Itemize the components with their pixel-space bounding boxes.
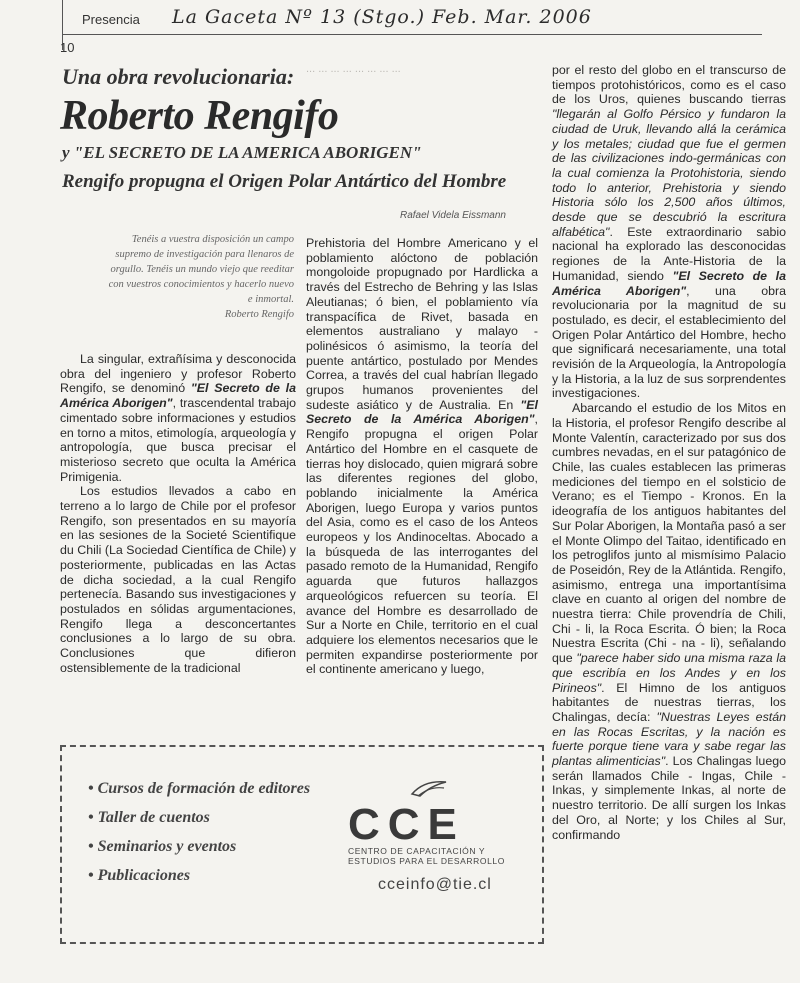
article-column-2	[306, 236, 538, 677]
ad-services-list	[88, 780, 310, 896]
section-name: Presencia	[82, 12, 140, 27]
paragraph: por el resto del globo en el transcurso de tiempos protohistóricos, como es el caso de los Uros, quienes buscando tierras "llegarán al Golfo Pérsico y fundaron la ciudad de Uruk, llevando allá la cerámica y los metales; ciudad que fue el germen de las civilizaciones indo-germánicas con la cual comienza la Protohistoria, siendo todo lo anterior, Prehistoria y siendo Historia sólo los 2,500 años últimos, desde que se descubrió la escritura alfabética". Este extraordinario sabio nacional ha explorado las desconocidas regiones de la Ante-Historia de la Humanidad, siendo "El Secreto de la América Aborigen", una obra revolucionaria por la magnitud de su postulado, es decir, el establecimiento del Origen Polar Antártico del Hombre, hecho que significará necesariamente, una total revisión de la Arqueología, la Antropología y la Historia, a la luz de sus sorprendentes investigaciones.	[552, 63, 786, 401]
ad-service-item: • Cursos de formación de editores	[88, 780, 311, 797]
paragraph: Los estudios llevados a cabo en terreno a lo largo de Chile por el profesor Rengifo, son presentados en su mayoría en las sesiones de la Societé Scientifique du Chili (La Sociedad Científica de Chile) y posteriormente, publicadas en las Actas de dicha sociedad, a la cual Rengifo pertenecía. Basando sus investigaciones y postulados en sólidas argumentaciones, Rengifo llega a desconcertantes conclusiones a lo largo de su obra. Conclusiones que difieron ostensiblemente de la tradicional	[60, 484, 296, 675]
epigraph	[104, 232, 294, 322]
paragraph: Prehistoria del Hombre Americano y el poblamiento alóctono de población mongoloide propugnado por Hardlicka a través del Estrecho de Behring y las Islas Aleutianas; ó bien, el poblamiento vía transpacífica de Rivet, basada en elementos australiano y malayo - polinésicos ó asimismo, la teoría del puente antártico, postulado por Mendes Correa, a través del cual habrían llegado grupos humanos provenientes del sudeste asiático y de Australia. En "El Secreto de la América Aborigen", Rengifo propugna el origen Polar Antártico del Hombre en el casquete de tierras hoy dislocado, quien migrará sobre las diferentes regiones del globo, poblando inicialmente la América Aborigen, luego Europa y varios puntos del Asia, como es el caso de los Anteos europeos y los Andinoceltas. Abocado a la búsqueda de las interrogantes del pasado remoto de la Humanidad, Rengifo aguarda que futuros hallazgos arqueológicos refuercen su teoría. El avance del Hombre es desarrollado de Sur a Norte en Chile, territorio en el cual adquiere los elementos necesarios que le permiten expandirse posteriormente por el continente americano y luego,	[306, 236, 538, 677]
cce-logo-swoosh-icon	[410, 776, 450, 800]
article-column-3	[552, 63, 786, 842]
article-subtitle: y "EL SECRETO DE LA AMERICA ABORIGEN"	[62, 143, 422, 162]
ad-service-item: • Publicaciones	[88, 867, 191, 884]
header-rule	[62, 34, 762, 35]
cce-logo: CCE	[348, 800, 465, 849]
epigraph-signature: Roberto Rengifo	[224, 309, 294, 320]
bullet-icon: •	[88, 838, 94, 855]
article-column-1	[60, 352, 296, 675]
paragraph: La singular, extrañísima y desconocida obra del ingeniero y profesor Roberto Rengifo, se denominó "El Secreto de la América Aborigen", trascendental trabajo cimentado sobre informaciones y estudios en torno a mitos, etimología, arqueología y antropología, que busca precisar el misterioso secreto que oculta la América Primigenia.	[60, 352, 297, 484]
bullet-icon: •	[88, 780, 94, 797]
page-number: 10	[60, 40, 75, 55]
paragraph: Abarcando el estudio de los Mitos en la Historia, el profesor Rengifo describe al Monte Valentín, caracterizado por sus dos cumbres nevadas, en el sur patagónico de Chile, las cuales establecen las primeras mediciones del tiempo en el solsticio de Verano; es el Tiempo - Kronos. En la ideografía de los antiguos habitantes del Sur Polar Aborigen, la Montaña pasó a ser el Monte Olimpo del Taitao, identificado en los petroglifos junto al mismísimo Palacio de Poseidón, Rey de la Atlántida. Rengifo, asimismo, entrega una importantísima clave en cuanto al origen del nombre de nuestra tierra: Chile provendría de Chili, Chi - li, la Roca Escrita. Ó bien; la Roca Nuestra Escrita (Chi - na - li), señalando que "parece haber sido una misma raza la que escribía en los Andes y en los Pirineos". El Himno de los antiguos habitantes de nuestras tierras, los Chalingas, decía: "Nuestras Leyes están en las Rocas Escritas, y la nación es fuerte porque tiene vara y sabe regar las plantas alimenticias". Los Chalingas luego serán llamados Chile - Ingas, Chile - Inkas, y simplemente Inkas, al norte de nuestro territorio. De allí surgen los Inkas del Oro, al Norte; y los Chiles al Sur, confirmando	[552, 401, 787, 842]
article-title: Roberto Rengifo	[60, 93, 339, 139]
handwritten-note: La Gaceta Nº 13 (Stgo.) Feb. Mar. 2006	[172, 6, 592, 28]
cce-email: cceinfo@tie.cl	[378, 876, 492, 893]
epigraph-text: Tenéis a vuestra disposición un campo supremo de investigación para llenaros de orgullo. Tenéis un mundo viejo que reeditar con vuestros conocimientos y hacerlo nuevo e inmortal.	[108, 234, 294, 305]
ad-service-item: • Taller de cuentos	[88, 809, 210, 826]
ad-service-item: • Seminarios y eventos	[88, 838, 237, 855]
byline: Rafael Videla Eissmann	[400, 210, 506, 221]
bleed-through-text: ... ... ... ... ... ... ... ...	[306, 63, 401, 75]
article-deck: Rengifo propugna el Origen Polar Antártico del Hombre	[62, 171, 507, 192]
article-kicker: Una obra revolucionaria:	[62, 64, 295, 89]
bullet-icon: •	[88, 809, 94, 826]
bullet-icon: •	[88, 867, 94, 884]
cce-logo-subtitle: CENTRO DE CAPACITACIÓN Y ESTUDIOS PARA EL DESARROLLO	[348, 846, 505, 866]
